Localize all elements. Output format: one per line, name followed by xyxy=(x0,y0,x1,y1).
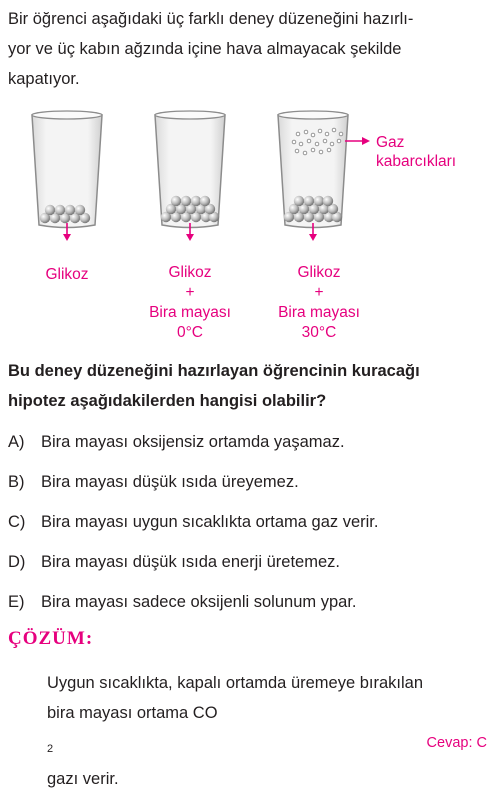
cup-3-label xyxy=(249,263,389,343)
solution-text-before: bira mayası ortama CO xyxy=(47,704,218,722)
solution-text xyxy=(47,668,487,794)
option-key: E) xyxy=(8,593,25,611)
option-key: B) xyxy=(8,473,25,491)
option-key: C) xyxy=(8,513,26,531)
question-stem xyxy=(8,356,488,416)
cup-label-line: 30°C xyxy=(301,324,337,341)
cup-label-line: Glikoz xyxy=(297,264,341,281)
option-d[interactable] xyxy=(8,552,340,572)
option-a[interactable] xyxy=(8,432,345,452)
cup-label-line: + xyxy=(314,284,324,301)
intro-line: yor ve üç kabın ağzında içine hava almayacak şekilde xyxy=(8,40,402,58)
option-text: Bira mayası düşük ısıda enerji üretemez. xyxy=(41,553,340,571)
solution-heading: ÇÖZÜM: xyxy=(8,628,94,649)
intro-paragraph xyxy=(8,4,488,94)
solution-line: Uygun sıcaklıkta, kapalı ortamda üremeye bırakılan xyxy=(47,674,424,692)
option-text: Bira mayası uygun sıcaklıkta ortama gaz verir. xyxy=(41,513,379,531)
option-key: D) xyxy=(8,553,26,571)
option-b[interactable] xyxy=(8,472,299,492)
intro-line: kapatıyor. xyxy=(8,70,80,88)
solution-text-after: gazı verir. xyxy=(47,770,119,788)
option-key: A) xyxy=(8,433,25,451)
cup-glikoz-maya-0c xyxy=(155,111,225,241)
gas-label-line: Gaz xyxy=(376,134,405,151)
solution-line xyxy=(47,698,487,794)
cup-glikoz xyxy=(32,111,102,241)
gas-bubbles-label xyxy=(376,133,456,171)
cup-glikoz-maya-30c xyxy=(278,111,370,241)
intro-line: Bir öğrenci aşağıdaki üç farklı deney düzeneğini hazırlı- xyxy=(8,10,414,28)
question-line: Bu deney düzeneğini hazırlayan öğrencinin kuracağı xyxy=(8,362,420,380)
option-text: Bira mayası düşük ısıda üreyemez. xyxy=(41,473,299,491)
answer-label: Cevap: C xyxy=(426,735,487,751)
cup-2-label xyxy=(120,263,260,343)
cup-1-label xyxy=(0,265,137,285)
gas-label-line: kabarcıkları xyxy=(376,153,457,170)
co2-subscript: 2 xyxy=(47,743,54,755)
option-text: Bira mayası sadece oksijenli solunum ypar. xyxy=(41,593,357,611)
cup-label-line: Glikoz xyxy=(45,266,89,283)
option-text: Bira mayası oksijensiz ortamda yaşamaz. xyxy=(41,433,345,451)
option-c[interactable] xyxy=(8,512,378,532)
cup-label-line: Bira mayası xyxy=(149,304,231,321)
question-line: hipotez aşağıdakilerden hangisi olabilir? xyxy=(8,392,327,410)
option-e[interactable] xyxy=(8,592,356,612)
cup-label-line: + xyxy=(185,284,195,301)
cup-label-line: 0°C xyxy=(176,324,203,341)
cup-label-line: Glikoz xyxy=(168,264,212,281)
cup-label-line: Bira mayası xyxy=(278,304,360,321)
